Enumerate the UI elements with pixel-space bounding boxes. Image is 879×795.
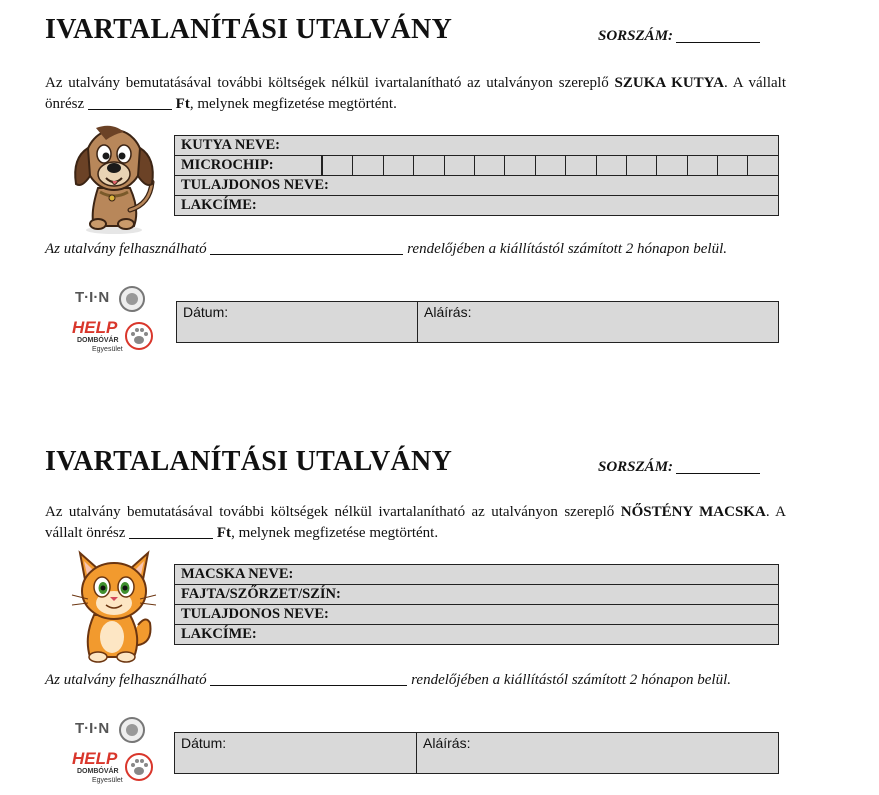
clinic-blank[interactable]: [210, 241, 403, 255]
usage-note: Az utalvány felhasználható rendelőjében a kiállítástól számított 2 hónapon belül.: [45, 241, 727, 257]
microchip-digit[interactable]: [596, 156, 626, 175]
clinic-blank[interactable]: [210, 672, 407, 686]
voucher-paragraph: Az utalvány bemutatásával további költségek nélkül ivartalanítható az utalványon szereplő SZUKA KUTYA. A vállalt önrész Ft, melynek megfizetése megtörtént.: [45, 75, 786, 112]
cat-illustration-icon: [68, 545, 160, 665]
serial-number-line: [676, 28, 760, 43]
copay-blank[interactable]: [129, 525, 213, 539]
microchip-digit[interactable]: [505, 156, 535, 175]
partner-logos: [72, 285, 154, 355]
date-field[interactable]: Dátum:: [175, 733, 417, 773]
voucher-paragraph: Az utalvány bemutatásával további költségek nélkül ivartalanítható az utalványon szereplő NŐSTÉNY MACSKA. A vállalt önrész Ft, melynek megfizetése megtörtént.: [45, 504, 786, 541]
help-logo-icon: HELP: [72, 749, 118, 768]
cat-info-table: [174, 564, 779, 645]
breed-coat-color-field[interactable]: FAJTA/SZŐRZET/SZÍN:: [175, 585, 779, 605]
help-logo-icon: HELP: [72, 318, 118, 337]
paw-icon: [124, 321, 154, 351]
date-field[interactable]: Dátum:: [177, 302, 418, 342]
serial-number-field[interactable]: SORSZÁM:: [598, 28, 760, 45]
paw-icon: [124, 752, 154, 782]
voucher-title: IVARTALANÍTÁSI UTALVÁNY: [45, 446, 453, 477]
dog-info-table: [174, 135, 779, 216]
owner-name-field[interactable]: TULAJDONOS NEVE:: [175, 605, 779, 625]
usage-note: Az utalvány felhasználható rendelőjében a kiállítástól számított 2 hónapon belül.: [45, 672, 731, 688]
owner-name-field[interactable]: TULAJDONOS NEVE:: [175, 176, 779, 196]
signature-box: [176, 301, 779, 343]
animal-type: NŐSTÉNY MACSKA: [620, 504, 766, 520]
address-field[interactable]: LAKCÍME:: [175, 196, 779, 216]
microchip-label: MICROCHIP:: [175, 156, 322, 176]
copay-blank[interactable]: [88, 96, 172, 110]
microchip-digit[interactable]: [626, 156, 656, 175]
microchip-digit[interactable]: [474, 156, 504, 175]
serial-number-field[interactable]: SORSZÁM:: [598, 459, 760, 476]
signature-box: [174, 732, 779, 774]
microchip-field[interactable]: [322, 156, 779, 176]
address-field[interactable]: LAKCÍME:: [175, 625, 779, 645]
microchip-digit-boxes: [322, 156, 778, 175]
help-city: DOMBÓVÁR: [77, 768, 119, 775]
signature-field[interactable]: Aláírás:: [424, 304, 472, 320]
tin-logo-icon: T·I·N: [75, 289, 110, 306]
tin-emblem-icon: [118, 285, 146, 313]
microchip-digit[interactable]: [353, 156, 383, 175]
help-sub: Egyesület: [92, 777, 123, 784]
microchip-digit[interactable]: [323, 156, 353, 175]
microchip-digit[interactable]: [748, 156, 778, 175]
partner-logos: [72, 716, 154, 786]
serial-number-line: [676, 459, 760, 474]
voucher-title: IVARTALANÍTÁSI UTALVÁNY: [45, 14, 453, 45]
microchip-digit[interactable]: [383, 156, 413, 175]
animal-type: SZUKA KUTYA: [614, 75, 724, 91]
dog-illustration-icon: [68, 118, 160, 236]
signature-field[interactable]: Aláírás:: [423, 735, 471, 751]
microchip-digit[interactable]: [535, 156, 565, 175]
microchip-digit[interactable]: [718, 156, 748, 175]
microchip-digit[interactable]: [657, 156, 687, 175]
microchip-digit[interactable]: [687, 156, 717, 175]
microchip-digit[interactable]: [414, 156, 444, 175]
tin-emblem-icon: [118, 716, 146, 744]
cat-name-field[interactable]: MACSKA NEVE:: [175, 565, 779, 585]
help-sub: Egyesület: [92, 346, 123, 353]
dog-name-field[interactable]: KUTYA NEVE:: [175, 136, 779, 156]
help-city: DOMBÓVÁR: [77, 337, 119, 344]
microchip-digit[interactable]: [566, 156, 596, 175]
microchip-digit[interactable]: [444, 156, 474, 175]
tin-logo-icon: T·I·N: [75, 720, 110, 737]
